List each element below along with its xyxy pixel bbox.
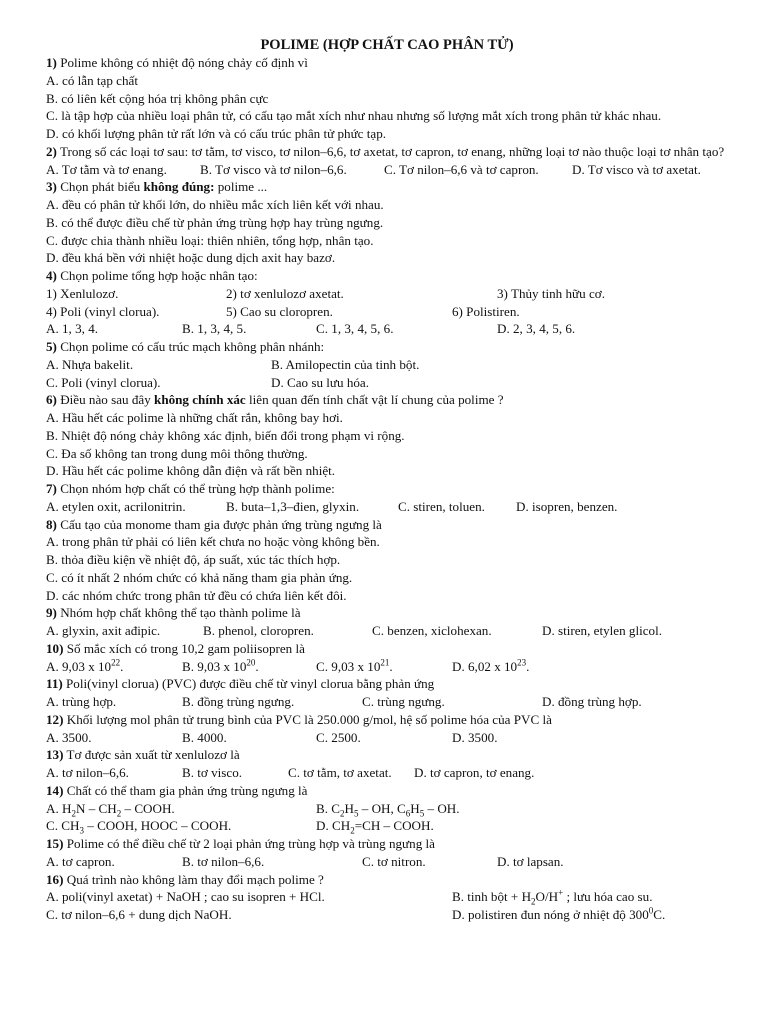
item-6: 6) Polistiren. (452, 303, 520, 319)
question-number: 10) (46, 640, 64, 656)
option-c: C. 9,03 x $10^{21}$. (316, 657, 393, 674)
option-b: B. Amilopectin của tinh bột. (271, 356, 420, 372)
question-text-end: polime ... (217, 179, 268, 195)
option-d: D. Cao su lưu hóa. (271, 374, 370, 390)
question-number: 2) (46, 143, 57, 159)
question-number: 12) (46, 711, 64, 727)
question-text: Quá trình nào không làm thay đổi mạch polime ? (66, 871, 324, 887)
option-a: A. glyxin, axit ađipic. (46, 623, 161, 638)
option-c: C. được chia thành nhiều loại: thiên nhiên, tổng hợp, nhân tạo. (46, 232, 374, 248)
options-row (46, 853, 728, 871)
question-text: Điều nào sau đây (60, 392, 151, 408)
options-row (46, 800, 728, 818)
option-d: D. Hầu hết các polime không dẫn điện và rất bền nhiệt. (46, 463, 336, 479)
question-1 (46, 54, 728, 72)
option-b: B. tơ visco. (182, 765, 243, 780)
question-text: Polime có thể điều chế từ 2 loại phản ứng trùng hợp và trùng ngưng là (66, 836, 435, 851)
question-4 (46, 267, 728, 285)
options-row (46, 498, 728, 516)
option-a: A. $H_2N - CH_2$ – COOH. (46, 800, 175, 819)
option-d: D. stiren, etylen glicol. (542, 623, 662, 638)
question-16 (46, 871, 728, 889)
option-c: C. tơ nitron. (362, 853, 426, 869)
option-c: C. là tập hợp của nhiều loại phân tử, có cấu tạo mắt xích như nhau nhưng số lượng mắt xích trong phân tử khác nhau. (46, 108, 662, 124)
option-c: C. Đa số không tan trong dung môi thông thường. (46, 445, 308, 461)
options-row (46, 320, 728, 338)
option-d: D. 6,02 x $10^{23}$. (452, 657, 530, 674)
question-15 (46, 835, 728, 853)
option-a: A. đều có phân tử khối lớn, do nhiều mắc xích liên kết với nhau. (46, 197, 384, 212)
option-a: A. Tơ tằm và tơ enang. (46, 161, 167, 177)
question-12 (46, 711, 728, 729)
option-b: B. 9,03 x $10^{20}$. (182, 657, 259, 674)
option-c: C. Poli (vinyl clorua). (46, 374, 161, 390)
question-text: Số mắc xích có trong 10,2 gam poliisopren là (66, 640, 305, 656)
options-row (46, 888, 728, 906)
option-d: D. $CH_2=CH$ – COOH. (316, 818, 434, 836)
question-text: Chọn polime tổng hợp hoặc nhân tạo: (60, 268, 258, 283)
option-b: B. tinh bột + $H_2O/H^+$ ; lưu hóa cao su. (452, 887, 653, 907)
option-b: B. 1, 3, 4, 5. (182, 321, 247, 337)
question-6 (46, 391, 728, 409)
option-d: D. 3500. (452, 729, 498, 745)
option-c: C. benzen, xiclohexan. (372, 623, 492, 638)
question-text: Chọn polime có cấu trúc mạch không phân nhánh: (60, 339, 325, 354)
question-number: 15) (46, 836, 64, 851)
question-11 (46, 675, 728, 693)
option-a: A. poli(vinyl axetat) + NaOH ; cao su isopren + HCl. (46, 889, 325, 905)
options-row (46, 906, 728, 924)
question-text: Chất có thể tham gia phản ứng trùng ngưng là (66, 782, 308, 798)
option-b: B. $C_2H_5$ – OH, $C_6H_5$ – OH. (316, 800, 460, 819)
emphasis-text: không đúng: (143, 179, 215, 195)
question-14 (46, 782, 728, 800)
items-row (46, 285, 728, 303)
item-1: 1) Xenlulozơ. (46, 285, 119, 301)
question-number: 13) (46, 747, 64, 763)
options-row (46, 693, 728, 711)
option-a: A. có lẫn tạp chất (46, 72, 138, 88)
option-c: C. tơ tằm, tơ axetat. (288, 765, 392, 780)
option-c: C. tơ nilon–6,6 + dung dịch NaOH. (46, 907, 232, 922)
option-b: B. Tơ visco và tơ nilon–6,6. (200, 161, 347, 177)
question-number: 14) (46, 782, 64, 798)
question-number: 9) (46, 605, 57, 621)
option-d: D. 2, 3, 4, 5, 6. (497, 321, 576, 337)
options-row (46, 764, 728, 782)
option-c: C. 1, 3, 4, 5, 6. (316, 321, 394, 337)
option-d: D. có khối lượng phân tử rất lớn và có cấu trúc phân tử phức tạp. (46, 126, 387, 141)
option-b: B. buta–1,3–đien, glyxin. (226, 498, 360, 514)
question-9 (46, 604, 728, 622)
question-number: 4) (46, 268, 57, 283)
question-number: 5) (46, 339, 57, 354)
emphasis-text: không chính xác (154, 392, 246, 408)
question-3 (46, 178, 728, 196)
option-b: B. đồng trùng ngưng. (182, 694, 295, 709)
option-b: B. Nhiệt độ nóng chảy không xác định, biến đổi trong phạm vi rộng. (46, 427, 405, 443)
item-2: 2) tơ xenlulozơ axetat. (226, 285, 344, 301)
option-a: A. 9,03 x $10^{22}$. (46, 657, 124, 674)
question-8 (46, 516, 728, 534)
option-c: C. trùng ngưng. (362, 694, 445, 709)
question-7 (46, 480, 728, 498)
item-5: 5) Cao su cloropren. (226, 303, 333, 319)
question-13 (46, 746, 728, 764)
question-5 (46, 338, 728, 356)
question-number: 6) (46, 392, 57, 408)
question-text: Tơ được sản xuất từ xenlulozơ là (66, 747, 240, 763)
option-b: B. phenol, cloropren. (203, 623, 314, 638)
option-a: A. etylen oxit, acrilonitrin. (46, 498, 186, 514)
option-a: A. trùng hợp. (46, 694, 117, 709)
options-row (46, 356, 728, 374)
option-a: A. tơ capron. (46, 853, 115, 869)
question-text-end: liên quan đến tính chất vật lí chung của polime ? (249, 392, 504, 408)
question-text: Poli(vinyl clorua) (PVC) được điều chế từ vinyl clorua bằng phản ứng (66, 676, 435, 692)
option-d: D. polistiren đun nóng ở nhiệt độ $300^0C$. (452, 905, 666, 922)
option-a: A. Hầu hết các polime là những chất rắn, không bay hơi. (46, 410, 343, 425)
question-10 (46, 640, 728, 658)
question-text: Polime không có nhiệt độ nóng chảy cố định vì (60, 55, 308, 70)
option-a: A. trong phân tử phải có liên kết chưa no hoặc vòng không bền. (46, 534, 380, 550)
options-row (46, 658, 728, 676)
question-number: 16) (46, 871, 64, 887)
option-d: D. tơ lapsan. (497, 853, 564, 869)
items-row (46, 303, 728, 321)
options-row (46, 729, 728, 747)
question-number: 11) (46, 676, 63, 692)
options-row (46, 817, 728, 835)
item-4: 4) Poli (vinyl clorua). (46, 303, 160, 319)
options-row (46, 374, 728, 392)
option-a: A. 3500. (46, 729, 92, 745)
option-a: A. Nhựa bakelit. (46, 356, 134, 372)
question-2 (46, 143, 728, 161)
option-b: B. 4000. (182, 729, 227, 745)
options-row (46, 161, 728, 179)
page-title: POLIME (HỢP CHẤT CAO PHÂN TỬ) (260, 37, 514, 53)
option-c: C. 2500. (316, 729, 361, 745)
option-d: D. đều khá bền với nhiệt hoặc dung dịch axit hay bazơ. (46, 250, 336, 266)
question-number: 7) (46, 481, 57, 496)
option-b: B. tơ nilon–6,6. (182, 853, 265, 869)
option-d: D. tơ capron, tơ enang. (414, 765, 535, 780)
question-number: 1) (46, 55, 57, 70)
question-text: Cấu tạo của monome tham gia được phản ứng trùng ngưng là (60, 516, 382, 532)
option-d: D. isopren, benzen. (516, 498, 618, 514)
option-d: D. Tơ visco và tơ axetat. (572, 161, 701, 177)
option-c: C. $CH_3$ – COOH, HOOC – COOH. (46, 818, 232, 836)
options-row (46, 622, 728, 640)
option-a: A. 1, 3, 4. (46, 321, 99, 337)
question-text: Khối lượng mol phân tử trung bình của PVC là 250.000 g/mol, hệ số polime hóa của PVC là (66, 711, 552, 727)
option-b: B. thỏa điều kiện về nhiệt độ, áp suất, xúc tác thích hợp. (46, 552, 341, 567)
option-c: C. stiren, toluen. (398, 498, 485, 514)
option-c: C. có ít nhất 2 nhóm chức có khả năng tham gia phản ứng. (46, 569, 353, 585)
question-text: Chọn phát biểu (60, 179, 141, 195)
question-text: Chọn nhóm hợp chất có thể trùng hợp thành polime: (60, 481, 335, 496)
option-c: C. Tơ nilon–6,6 và tơ capron. (384, 161, 539, 177)
option-d: D. đồng trùng hợp. (542, 694, 642, 709)
question-number: 3) (46, 179, 57, 195)
question-text: Nhóm hợp chất không thể tạo thành polime là (60, 605, 301, 621)
option-d: D. các nhóm chức trong phân tử đều có chứa liên kết đôi. (46, 587, 347, 603)
question-number: 8) (46, 516, 57, 532)
option-a: A. tơ nilon–6,6. (46, 765, 129, 780)
item-3: 3) Thủy tinh hữu cơ. (497, 285, 605, 301)
option-b: B. có liên kết cộng hóa trị không phân cực (46, 90, 269, 106)
option-b: B. có thể được điều chế từ phản ứng trùng hợp hay trùng ngưng. (46, 214, 384, 230)
question-text: Trong số các loại tơ sau: tơ tằm, tơ visco, tơ nilon–6,6, tơ axetat, tơ capron, tơ enang, những loại tơ nào thuộc loại tơ nhân tạo? (59, 143, 725, 159)
